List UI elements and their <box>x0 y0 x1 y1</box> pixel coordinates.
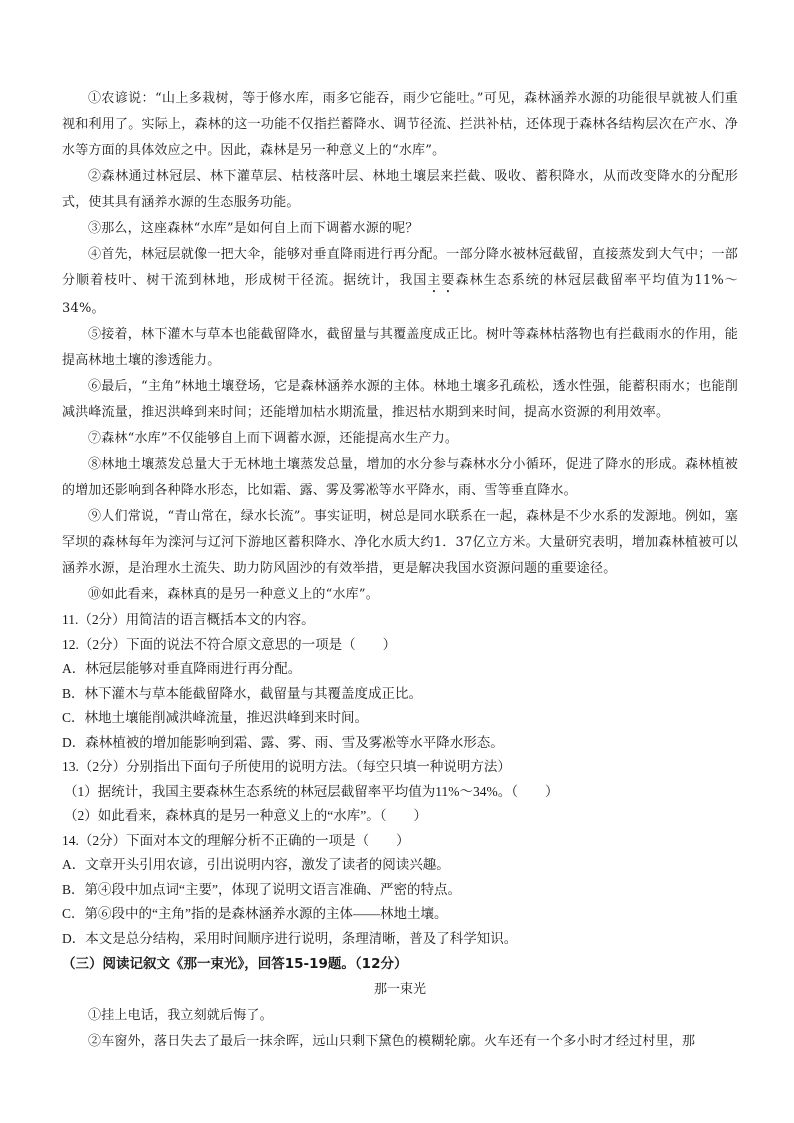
passage-paragraph-4 <box>62 242 738 322</box>
question-14-option-d: D．本文是总分结构，采用时间顺序进行说明，条理清晰，普及了科学知识。 <box>62 930 518 946</box>
exam-page <box>62 86 738 1055</box>
question-13: 13.（2分）分别指出下面句子所使用的说明方法。（每空只填一种说明方法） <box>62 759 511 774</box>
passage-paragraph-7: ⑦森林“水库”不仅能够自上而下调蓄水源，还能提高水生产力。 <box>88 431 459 446</box>
emphasized-word: 主要 <box>427 273 456 288</box>
passage-paragraph-5: ⑤接着，林下灌木与草本也能截留降水，截留量与其覆盖度成正比。树叶等森林枯落物也有拦截雨水的作用，能提高林地土壤的渗透能力。 <box>62 327 738 368</box>
story-paragraph-1: ①挂上电话，我立刻就后悔了。 <box>88 1008 273 1023</box>
question-14-option-a: A．文章开头引用农谚，引出说明内容，激发了读者的阅读兴趣。 <box>62 857 450 872</box>
question-13-item-2: （2）如此看来，森林真的是另一种意义上的“水库”。（ ） <box>64 808 427 823</box>
passage-paragraph-8: ⑧林地土壤蒸发总量大于无林地土壤蒸发总量，增加的水分参与森林水分小循环，促进了降水的形成。森林植被的增加还影响到各种降水形态，比如霜、露、雾及雾凇等水平降水，雨、雪等垂直降水。 <box>62 457 738 498</box>
question-14: 14.（2分）下面对本文的理解分析不正确的一项是（ ） <box>62 832 410 848</box>
paragraph-4-end: 森林生态系统的林冠层截留率平均值为11%～34%。 <box>62 273 738 316</box>
question-12: 12.（2分）下面的说法不符合原文意思的一项是（ ） <box>62 636 397 652</box>
story-title: 那一束光 <box>373 982 426 997</box>
passage-paragraph-3: ③那么，这座森林“水库”是如何自上而下调蓄水源的呢？ <box>88 221 419 236</box>
question-12-option-d: D．森林植被的增加能影响到霜、露、雾、雨、雪及雾凇等水平降水形态。 <box>62 734 504 750</box>
question-13-item-1: （1）据统计，我国主要森林生态系统的林冠层截留率平均值为11%～34%。（ ） <box>64 783 559 799</box>
passage-paragraph-9: ⑨人们常说，“青山常在，绿水长流”。事实证明，树总是同水联系在一起，森林是不少水系的发源地。例如，塞罕坝的森林每年为滦河与辽河下游地区蓄积降水、净化水质大约1．37亿立方米。大量研究表明，增加森林植被可以涵养水源，是治理水土流失、助力防风固沙的有效举措，更是解决我国水资源问题的重要途径。 <box>62 509 738 576</box>
question-12-option-a: A．林冠层能够对垂直降雨进行再分配。 <box>62 661 302 676</box>
question-11: 11.（2分）用简洁的语言概括本文的内容。 <box>62 612 315 627</box>
story-paragraph-2: ②车窗外，落日失去了最后一抹余晖，远山只剩下黛色的模糊轮廓。火车还有一个多小时才经过村里，那 <box>88 1034 696 1049</box>
passage-paragraph-2: ②森林通过林冠层、林下灌草层、枯枝落叶层、林地土壤层来拦截、吸收、蓄积降水，从而改变降水的分配形式，使其具有涵养水源的生态服务功能。 <box>62 169 738 210</box>
question-14-option-b: B．第④段中加点词“主要”，体现了说明文语言准确、严密的特点。 <box>62 881 461 897</box>
paragraph-4-text: ④首先，林冠层就像一把大伞，能够对垂直降雨进行再分配。一部分降水被林冠截留，直接蒸发到大气中；一部分顺着枝叶、树干流到林地，形成树干径流。据统计，我国 <box>62 247 738 288</box>
question-14-option-c: C．第⑥段中的“主角”指的是森林涵养水源的主体——林地土壤。 <box>62 906 448 921</box>
question-12-option-b: B．林下灌木与草本能截留降水，截留量与其覆盖度成正比。 <box>62 685 423 701</box>
passage-paragraph-1: ①农谚说：“山上多栽树，等于修水库，雨多它能吞，雨少它能吐。”可见，森林涵养水源的功能很早就被人们重视和利用了。实际上，森林的这一功能不仅指拦蓄降水、调节径流、拦洪补枯，还体现于森林各结构层次在产水、净水等方面的具体效应之中。因此，森林是另一种意义上的“水库”。 <box>62 91 738 158</box>
passage-paragraph-6: ⑥最后，“主角”林地土壤登场，它是森林涵养水源的主体。林地土壤多孔疏松，透水性强，能蓄积雨水；也能削减洪峰流量，推迟洪峰到来时间；还能增加枯水期流量，推迟枯水期到来时间，提高水资源的利用效率。 <box>62 379 738 420</box>
passage-paragraph-10: ⑩如此看来，森林真的是另一种意义上的“水库”。 <box>88 587 379 602</box>
section-3-heading: （三）阅读记叙文《那一束光》，回答15-19题。（12分） <box>62 956 408 972</box>
question-12-option-c: C．林地土壤能削减洪峰流量，推迟洪峰到来时间。 <box>62 710 369 725</box>
